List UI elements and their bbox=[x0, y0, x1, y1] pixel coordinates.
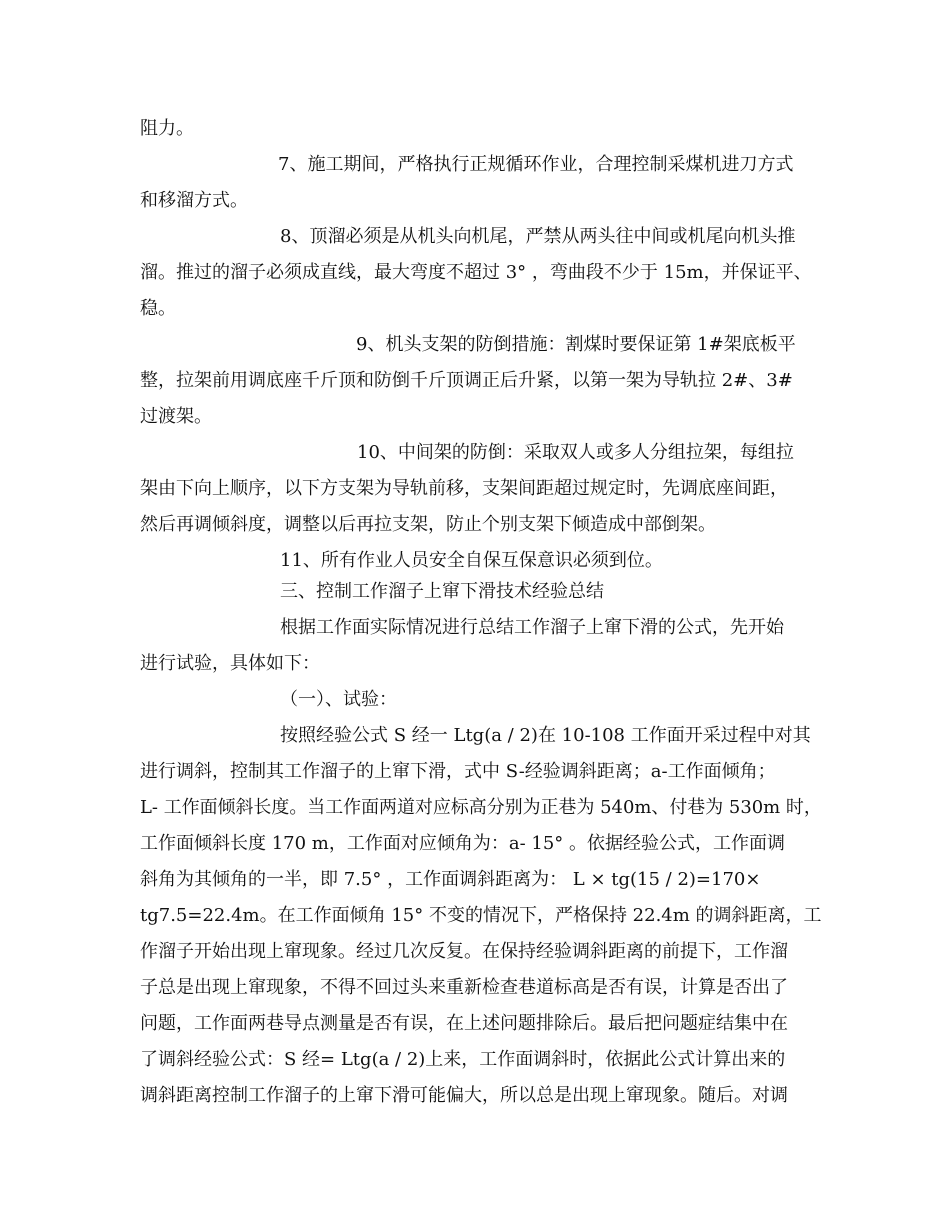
text-line: 过渡架。 bbox=[140, 406, 212, 427]
text-line: 作溜子开始出现上窜现象。经过几次反复。在保持经验调斜距离的前提下，工作溜 bbox=[140, 941, 788, 962]
text-line: 稳。 bbox=[140, 298, 176, 319]
text-line: 8、顶溜必须是从机头向机尾，严禁从两头往中间或机尾向机头推 bbox=[280, 226, 796, 247]
text-line: 阻力。 bbox=[140, 118, 194, 139]
text-line: 10、中间架的防倒：采取双人或多人分组拉架，每组拉 bbox=[357, 442, 794, 463]
text-line: 了调斜经验公式：S 经= Ltg(a / 2)上来，工作面调斜时，依据此公式计算出来的 bbox=[140, 1049, 786, 1070]
text-line: tg7.5=22.4m。在工作面倾角 15° 不变的情况下，严格保持 22.4m 的调斜距离，工 bbox=[140, 905, 822, 926]
text-line: 溜。推过的溜子必须成直线，最大弯度不超过 3° ，弯曲段不少于 15m，并保证平、 bbox=[140, 262, 812, 283]
text-line: 根据工作面实际情况进行总结工作溜子上窜下滑的公式，先开始 bbox=[280, 617, 784, 638]
text-line: 11、所有作业人员安全自保互保意识必须到位。 bbox=[280, 550, 663, 571]
text-line: 7、施工期间，严格执行正规循环作业，合理控制采煤机进刀方式 bbox=[278, 154, 794, 175]
text-line: 架由下向上顺序，以下方支架为导轨前移，支架间距超过规定时，先调底座间距， bbox=[140, 478, 788, 499]
text-line: 斜角为其倾角的一半，即 7.5° ，工作面调斜距离为： L × tg(15 / 2)=170× bbox=[140, 869, 761, 890]
text-line: 问题，工作面两巷导点测量是否有误，在上述问题排除后。最后把问题症结集中在 bbox=[140, 1013, 788, 1034]
subsection-heading: （一）、试验： bbox=[280, 689, 397, 710]
text-line: 子总是出现上窜现象，不得不回过头来重新检查巷道标高是否有误，计算是否出了 bbox=[140, 977, 788, 998]
text-line: 进行试验，具体如下： bbox=[140, 653, 320, 674]
section-heading: 三、控制工作溜子上窜下滑技术经验总结 bbox=[280, 581, 604, 602]
text-line: 整，拉架前用调底座千斤顶和防倒千斤顶调正后升紧，以第一架为导轨拉 2#、3# bbox=[140, 370, 793, 391]
text-line: 然后再调倾斜度，调整以后再拉支架，防止个别支架下倾造成中部倒架。 bbox=[140, 514, 716, 535]
text-line: 和移溜方式。 bbox=[140, 190, 248, 211]
text-line: 调斜距离控制工作溜子的上窜下滑可能偏大，所以总是出现上窜现象。随后。对调 bbox=[140, 1085, 788, 1106]
text-line: 9、机头支架的防倒措施：割煤时要保证第 1#架底板平 bbox=[356, 334, 796, 355]
text-line: 工作面倾斜长度 170 m，工作面对应倾角为：a- 15° 。依据经验公式，工作面调 bbox=[140, 833, 786, 854]
text-line: L- 工作面倾斜长度。当工作面两道对应标高分别为正巷为 540m、付巷为 530m 时， bbox=[140, 797, 822, 818]
text-line: 按照经验公式 S 经一 Ltg(a / 2)在 10-108 工作面开采过程中对其 bbox=[280, 725, 811, 746]
text-line: 进行调斜，控制其工作溜子的上窜下滑，式中 S-经验调斜距离；a-工作面倾角； bbox=[140, 761, 776, 782]
